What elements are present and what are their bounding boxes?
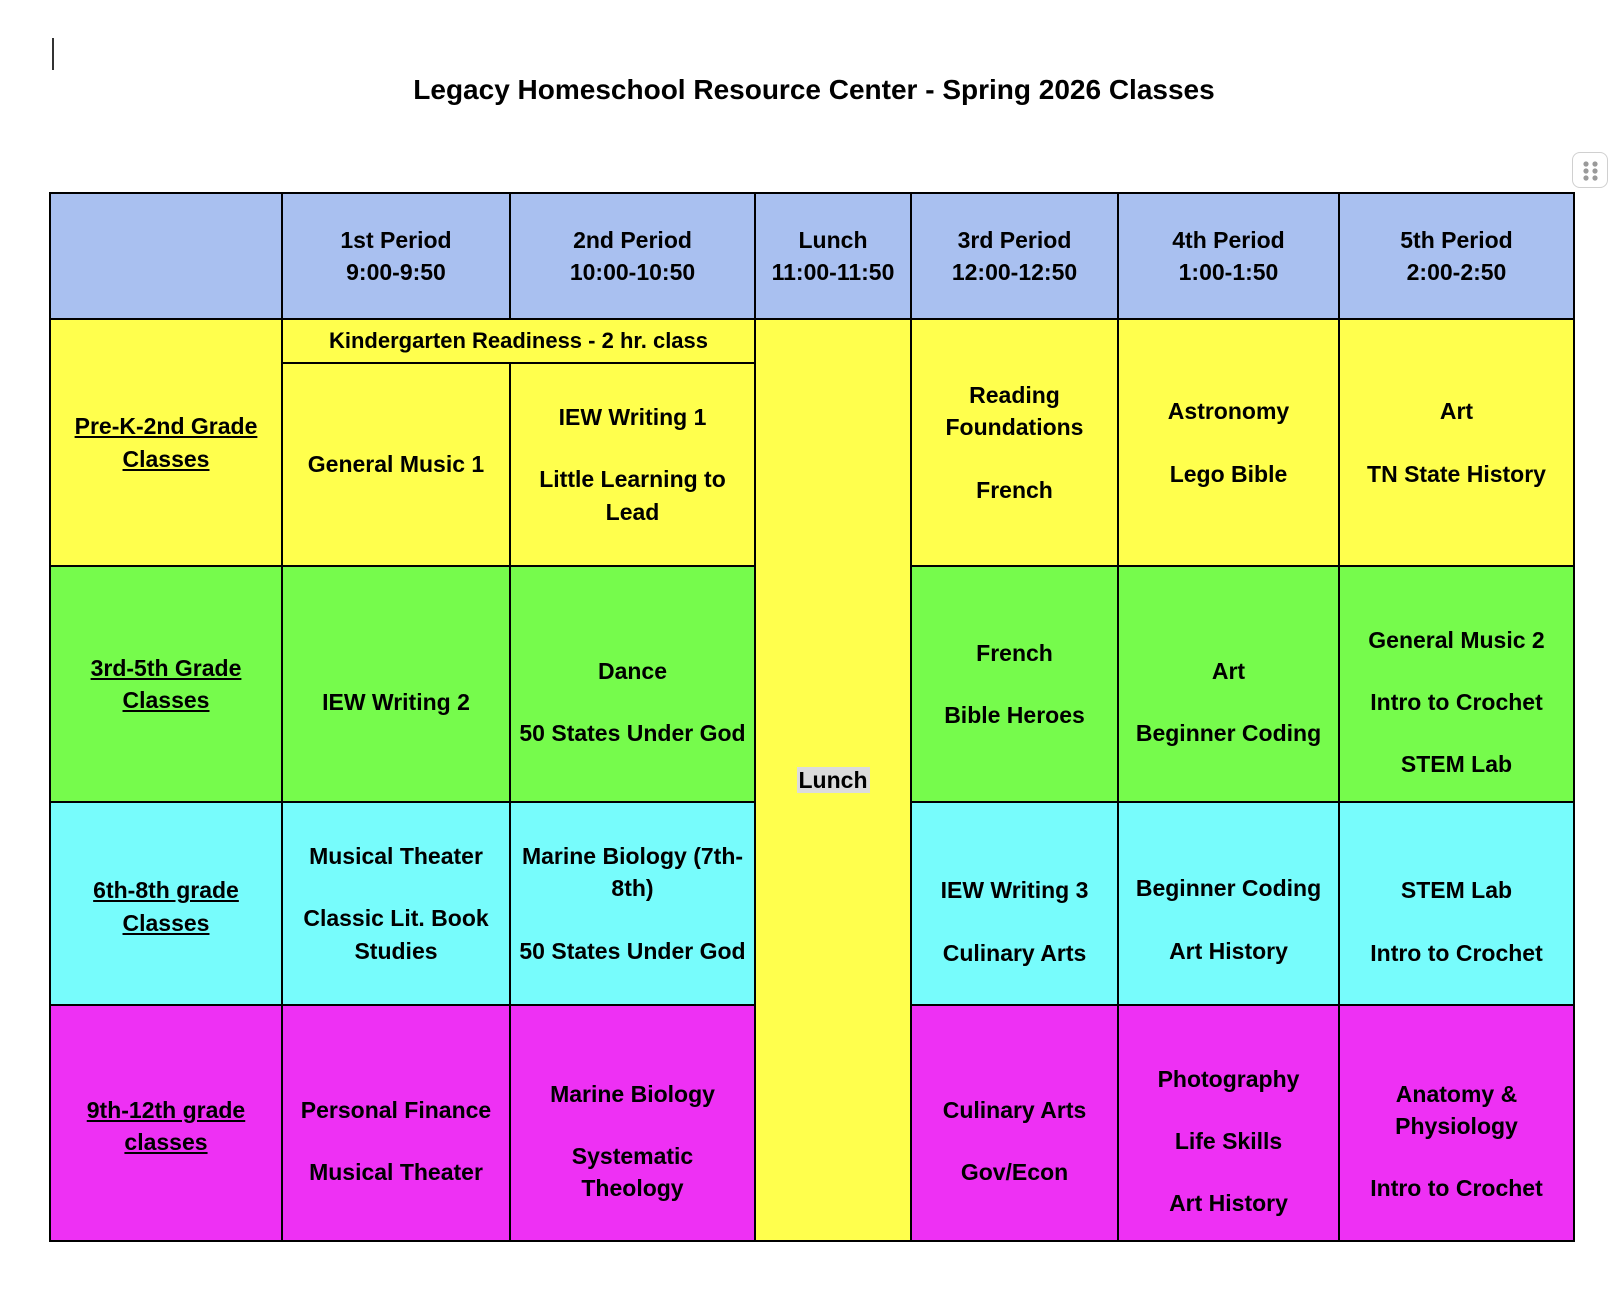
prek-period-1[interactable]: General Music 1 — [282, 363, 510, 566]
g68-period-1[interactable]: Musical Theater Classic Lit. Book Studies — [282, 802, 510, 1005]
row-label-3-5[interactable]: 3rd-5th Grade Classes — [50, 566, 282, 802]
g35-period-1[interactable]: IEW Writing 2 — [282, 566, 510, 802]
header-period-2[interactable]: 2nd Period 10:00-10:50 — [510, 193, 755, 319]
prek-period-4[interactable]: Astronomy Lego Bible — [1118, 319, 1339, 566]
row-label-prek[interactable]: Pre-K-2nd Grade Classes — [50, 319, 282, 566]
g912-period-5[interactable]: Anatomy & Physiology Intro to Crochet — [1339, 1005, 1574, 1241]
g912-period-4[interactable]: Photography Life Skills Art History — [1118, 1005, 1339, 1241]
document-title[interactable]: Legacy Homeschool Resource Center - Spring 2026 Classes — [413, 74, 1215, 105]
header-period-3[interactable]: 3rd Period 12:00-12:50 — [911, 193, 1118, 319]
drag-handle-icon — [1582, 161, 1600, 181]
g35-period-5[interactable]: General Music 2 Intro to Crochet STEM Lab — [1339, 566, 1574, 802]
g68-period-5[interactable]: STEM Lab Intro to Crochet — [1339, 802, 1574, 1005]
header-row — [50, 193, 1574, 319]
g912-period-1[interactable]: Personal Finance Musical Theater — [282, 1005, 510, 1241]
table-drag-handle[interactable] — [1572, 152, 1608, 188]
g35-period-2[interactable]: Dance 50 States Under God — [510, 566, 755, 802]
g35-period-3[interactable]: French Bible Heroes — [911, 566, 1118, 802]
prek-period-5[interactable]: Art TN State History — [1339, 319, 1574, 566]
lunch-cell[interactable] — [755, 319, 911, 1241]
g68-period-3[interactable]: IEW Writing 3 Culinary Arts — [911, 802, 1118, 1005]
prek-banner-row — [50, 319, 1574, 363]
header-corner-cell[interactable] — [50, 193, 282, 319]
lunch-label: Lunch — [798, 766, 868, 793]
g912-period-3[interactable]: Culinary Arts Gov/Econ — [911, 1005, 1118, 1241]
schedule-table — [49, 192, 1575, 1242]
header-period-5[interactable]: 5th Period 2:00-2:50 — [1339, 193, 1574, 319]
prek-period-2[interactable]: IEW Writing 1 Little Learning to Lead — [510, 363, 755, 566]
g68-period-2[interactable]: Marine Biology (7th-8th) 50 States Under God — [510, 802, 755, 1005]
g35-period-4[interactable]: Art Beginner Coding — [1118, 566, 1339, 802]
row-label-9-12[interactable]: 9th-12th grade classes — [50, 1005, 282, 1241]
g68-period-4[interactable]: Beginner Coding Art History — [1118, 802, 1339, 1005]
header-period-1[interactable]: 1st Period 9:00-9:50 — [282, 193, 510, 319]
text-cursor — [52, 38, 54, 70]
header-period-4[interactable]: 4th Period 1:00-1:50 — [1118, 193, 1339, 319]
prek-period-3[interactable]: Reading Foundations French — [911, 319, 1118, 566]
kindergarten-readiness-cell[interactable]: Kindergarten Readiness - 2 hr. class — [282, 319, 755, 363]
row-label-6-8[interactable]: 6th-8th grade Classes — [50, 802, 282, 1005]
g912-period-2[interactable]: Marine Biology Systematic Theology — [510, 1005, 755, 1241]
header-lunch[interactable]: Lunch 11:00-11:50 — [755, 193, 911, 319]
